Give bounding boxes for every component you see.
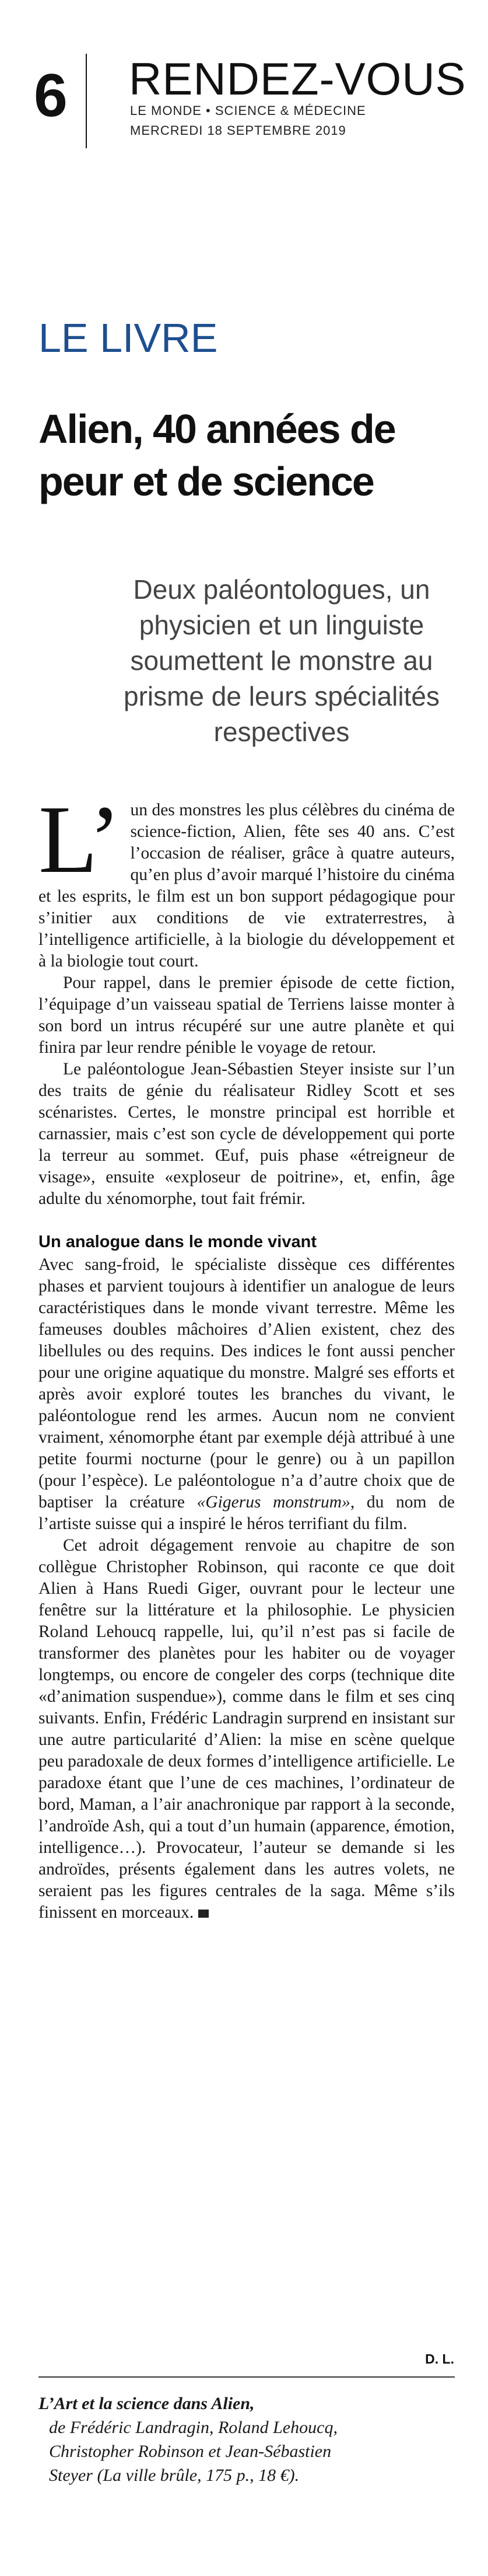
paragraph-1-text: un des monstres les plus célèbres du cinéma de science-fiction, Alien, fête ses 40 ans. C’est l’occasion de réaliser, grâce à quatre auteurs, qu’en plus d’avoir marqué l’histoire du cinéma et les esprits, le film est un bon support pédagogique pour s’initier aux conditions de vie extraterrestres, à l’intelligence artificielle, à la biologie du développement et à la biologie tout court. xyxy=(38,801,455,971)
article-body xyxy=(38,786,455,1924)
paragraph-4-italic: «Gigerus monstrum» xyxy=(196,1493,350,1512)
paragraph-1 xyxy=(38,786,455,972)
book-credit xyxy=(38,2392,455,2487)
paragraph-5 xyxy=(38,1535,455,1924)
article-subhead: Un analogue dans le monde vivant xyxy=(38,1233,317,1251)
paragraph-3: Le paléontologue Jean-Sébastien Steyer insiste sur l’un des traits de génie du réalisateur Ridley Scott et ses scénaristes. Certes, le monstre principal est horrible et carnassier, mais c’est son cycle de développement qui porte la terreur au sommet. Œuf, puis phase «étreigneur de visage», ensuite «exploseur de poitrine», et, enfin, âge adulte du xénomorphe, tout fait frémir. xyxy=(38,1060,455,1208)
article-title: Alien, 40 années de peur et de science xyxy=(38,406,395,504)
author-signature: D. L. xyxy=(425,2351,454,2366)
paragraph-2: Pour rappel, dans le premier épisode de cette fiction, l’équipage d’un vaisseau spatial de Terriens laisse monter à son bord un intrus récupéré sur une autre planète et qui finira par leur rendre pénible le voyage de retour. xyxy=(38,973,455,1057)
header-divider xyxy=(86,54,87,148)
publication-subtitle: LE MONDE • SCIENCE & MÉDECINE xyxy=(130,103,366,118)
paragraph-5-text: Cet adroit dégagement renvoie au chapitre de son collègue Christopher Robinson, qui raconte ce que doit Alien à Hans Ruedi Giger, ouvrant pour le lecteur une fenêtre sur la littérature et la philosophie. Le physicien Roland Lehoucq rappelle, lui, qu’il n’est pas si facile de transformer des planètes pour les habiter ou de voyager longtemps, ou encore de congeler des corps (technique dite «d’animation suspendue»), comme dans le film et ses cinq suivants. Enfin, Frédéric Landragin surprend en insistant sur une autre particularité d’Alien: la mise en scène quelque peu paradoxale de deux formes d’intelligence artificielle. Le paradoxe étant que l’une de ces machines, l’ordinateur de bord, Maman, a l’air anachronique par rapport à la seconde, l’androïde Ash, qui a tout d’un humain (apparence, émotion, intelligence…). Provocateur, l’auteur se demande si les androïdes, présents également dans les autres volets, ne seraient pas les figures centrales de la saga. Même s’ils finissent en morceaux. xyxy=(38,1536,455,1922)
page-number: 6 xyxy=(34,62,68,130)
end-mark-icon xyxy=(198,1910,209,1918)
book-authors-line-3: Steyer (La ville brûle, 175 p., 18 €). xyxy=(49,2466,300,2485)
book-authors-line-2: Christopher Robinson et Jean-Sébastien xyxy=(49,2442,332,2461)
paragraph-4-text: Avec sang-froid, le spécialiste dissèque ces différentes phases et parvient toujours à identifier un analogue de leurs caractéristiques dans le monde vivant terrestre. Même les fameuses doubles mâchoires d’Alien existent, chez des libellules ou des requins. Des indices le font aussi pencher pour une origine aquatique du monstre. Malgré ses efforts et après avoir exploré toutes les branches du vivant, le paléontologue rend les armes. Aucun nom ne convient vraiment, xénomorphe étant par exemple déjà attribué à une petite fourmi nocturne (pour le genre) ou à un papillon (pour l’espèce). Le paléontologue n’a d’autre choix que de baptiser la créature xyxy=(38,1255,455,1512)
drop-cap: L’ xyxy=(38,786,121,893)
book-title: L’Art et la science dans Alien, xyxy=(38,2394,255,2413)
credit-divider xyxy=(38,2376,455,2378)
publication-date: MERCREDI 18 SEPTEMBRE 2019 xyxy=(130,123,346,138)
paragraph-4-end: , du nom de l’artiste suisse qui a inspiré le héros terrifiant du film. xyxy=(38,1493,455,1533)
article-standfirst: Deux paléontologues, un physicien et un linguiste soumettent le monstre au prisme de leurs spécialités respectives xyxy=(123,574,440,747)
rubric-title: RENDEZ-VOUS xyxy=(129,53,466,104)
paragraph-4 xyxy=(38,1254,455,1535)
book-authors-line-1: de Frédéric Landragin, Roland Lehoucq, xyxy=(49,2418,338,2437)
section-label: LE LIVRE xyxy=(38,315,218,361)
